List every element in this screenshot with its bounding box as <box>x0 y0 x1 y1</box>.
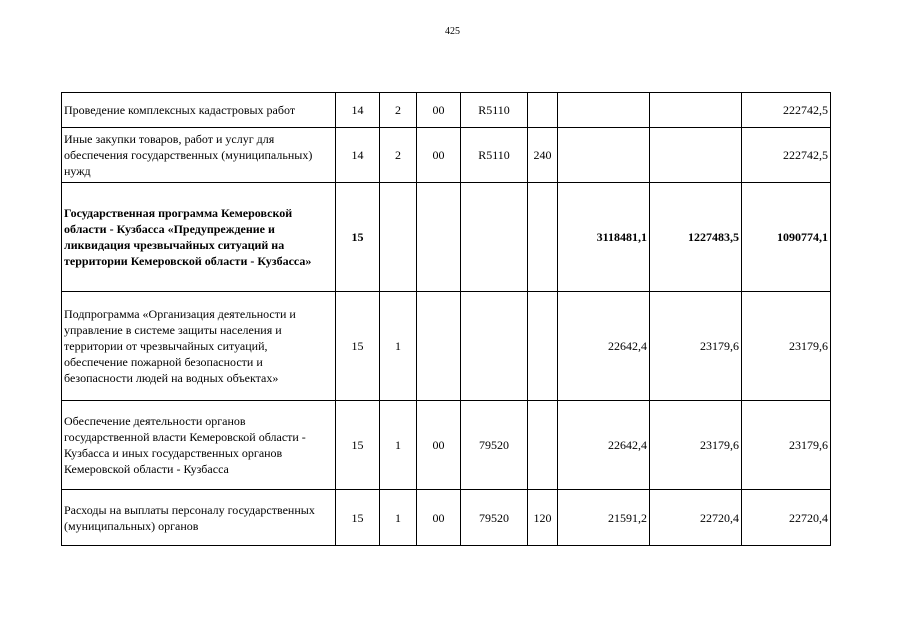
amount-year-1: 22642,4 <box>558 401 650 490</box>
subsection-code: 2 <box>380 93 417 128</box>
section-code: 15 <box>336 490 380 546</box>
section-code: 15 <box>336 183 380 292</box>
expense-type-code <box>528 292 558 401</box>
expense-type-code: 120 <box>528 490 558 546</box>
program-code: 00 <box>417 128 461 183</box>
budget-table <box>61 92 831 546</box>
expense-type-code <box>528 183 558 292</box>
table-row <box>62 292 831 401</box>
direction-code: 79520 <box>461 401 528 490</box>
amount-year-3: 1090774,1 <box>742 183 831 292</box>
row-name: Подпрограмма «Организация деятельности и управление в системе защиты населения и территории от чрезвычайных ситуаций, обеспечение пожарной безопасности и безопасности людей на водных объектах» <box>62 292 336 401</box>
direction-code: R5110 <box>461 93 528 128</box>
table-row <box>62 490 831 546</box>
row-name: Расходы на выплаты персоналу государственных (муниципальных) органов <box>62 490 336 546</box>
amount-year-2 <box>650 128 742 183</box>
direction-code: R5110 <box>461 128 528 183</box>
table-row <box>62 128 831 183</box>
amount-year-1: 21591,2 <box>558 490 650 546</box>
amount-year-1 <box>558 128 650 183</box>
program-code <box>417 183 461 292</box>
section-code: 15 <box>336 292 380 401</box>
amount-year-3: 23179,6 <box>742 292 831 401</box>
program-code: 00 <box>417 490 461 546</box>
table-row <box>62 93 831 128</box>
amount-year-3: 22720,4 <box>742 490 831 546</box>
amount-year-2: 23179,6 <box>650 292 742 401</box>
section-code: 15 <box>336 401 380 490</box>
program-code: 00 <box>417 93 461 128</box>
row-name: Обеспечение деятельности органов государственной власти Кемеровской области - Кузбасса и иных государственных органов Кемеровской области - Кузбасса <box>62 401 336 490</box>
expense-type-code <box>528 93 558 128</box>
amount-year-1: 22642,4 <box>558 292 650 401</box>
subsection-code: 1 <box>380 490 417 546</box>
amount-year-1 <box>558 93 650 128</box>
direction-code: 79520 <box>461 490 528 546</box>
amount-year-1: 3118481,1 <box>558 183 650 292</box>
amount-year-2 <box>650 93 742 128</box>
row-name: Проведение комплексных кадастровых работ <box>62 93 336 128</box>
section-code: 14 <box>336 128 380 183</box>
row-name: Иные закупки товаров, работ и услуг для обеспечения государственных (муниципальных) нужд <box>62 128 336 183</box>
row-name: Государственная программа Кемеровской области - Кузбасса «Предупреждение и ликвидация чрезвычайных ситуаций на территории Кемеровской области - Кузбасса» <box>62 183 336 292</box>
program-code: 00 <box>417 401 461 490</box>
amount-year-2: 22720,4 <box>650 490 742 546</box>
amount-year-3: 222742,5 <box>742 128 831 183</box>
direction-code <box>461 292 528 401</box>
section-code: 14 <box>336 93 380 128</box>
subsection-code: 1 <box>380 292 417 401</box>
amount-year-3: 23179,6 <box>742 401 831 490</box>
expense-type-code <box>528 401 558 490</box>
subsection-code: 2 <box>380 128 417 183</box>
expense-type-code: 240 <box>528 128 558 183</box>
table-row <box>62 183 831 292</box>
program-code <box>417 292 461 401</box>
table-row <box>62 401 831 490</box>
direction-code <box>461 183 528 292</box>
subsection-code <box>380 183 417 292</box>
amount-year-2: 23179,6 <box>650 401 742 490</box>
page-number: 425 <box>445 26 460 37</box>
amount-year-2: 1227483,5 <box>650 183 742 292</box>
amount-year-3: 222742,5 <box>742 93 831 128</box>
subsection-code: 1 <box>380 401 417 490</box>
